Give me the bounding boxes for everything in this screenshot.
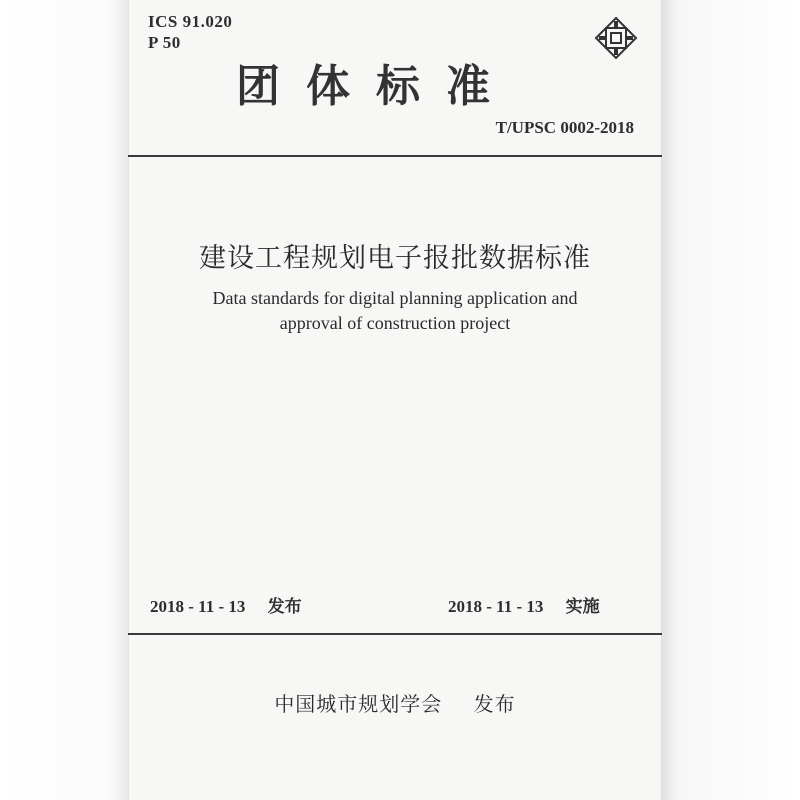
background-right xyxy=(662,0,800,800)
divider-top xyxy=(128,155,662,157)
publisher-line xyxy=(128,688,662,717)
divider-bottom xyxy=(128,633,662,635)
standard-number: T/UPSC 0002-2018 xyxy=(495,118,634,137)
effective-date xyxy=(448,592,600,617)
release-date-value: 2018 - 11 - 13 xyxy=(150,597,246,616)
effective-date-value: 2018 - 11 - 13 xyxy=(448,597,544,616)
standard-emblem-icon xyxy=(594,16,638,60)
release-date xyxy=(150,592,302,617)
classification-code: P 50 xyxy=(148,33,181,52)
title-english-line-1: Data standards for digital planning application and xyxy=(212,288,578,308)
title-english-line-2: approval of construction project xyxy=(279,313,511,333)
publisher-name: 中国城市规划学会 xyxy=(274,692,443,716)
document-cover xyxy=(128,0,662,800)
ics-code: ICS 91.020 xyxy=(148,12,233,31)
effective-label: 实施 xyxy=(565,597,600,617)
publisher-label: 发布 xyxy=(473,692,516,716)
background-left xyxy=(0,0,128,800)
standard-type-heading: 团体标准 xyxy=(236,61,516,112)
release-label: 发布 xyxy=(267,597,302,617)
title-chinese: 建设工程规划电子报批数据标准 xyxy=(199,243,591,274)
